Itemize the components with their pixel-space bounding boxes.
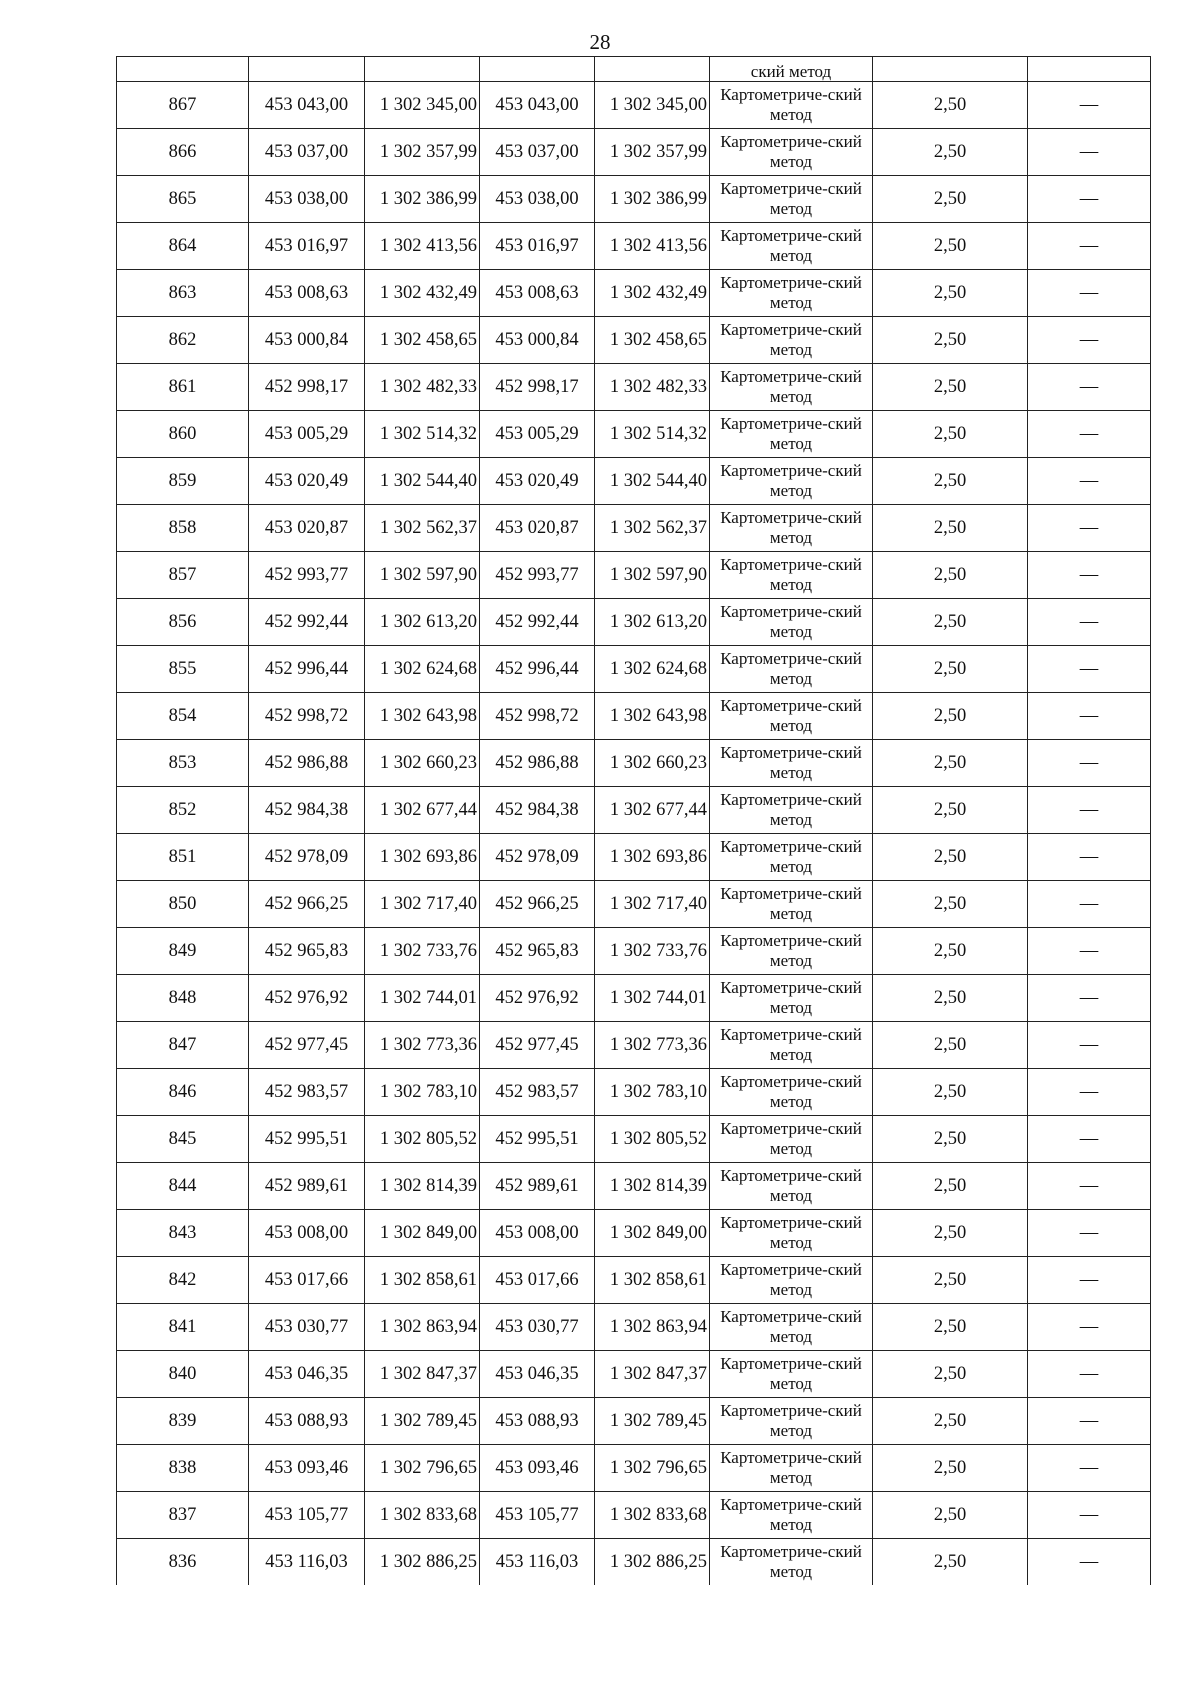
y-coordinate-cell: 1 302 660,23 bbox=[595, 740, 710, 787]
y-coordinate-cell: 1 302 717,40 bbox=[595, 881, 710, 928]
method-cell: Картометриче-ский метод bbox=[710, 223, 873, 270]
point-cell: 859 bbox=[117, 458, 249, 505]
y-coordinate-cell: 1 302 357,99 bbox=[365, 129, 480, 176]
x-coordinate-cell: 452 978,09 bbox=[480, 834, 595, 881]
table-cell bbox=[873, 57, 1028, 82]
point-cell: 837 bbox=[117, 1492, 249, 1539]
y-coordinate-cell: 1 302 544,40 bbox=[595, 458, 710, 505]
point-cell: 860 bbox=[117, 411, 249, 458]
x-coordinate-cell: 452 998,17 bbox=[480, 364, 595, 411]
y-coordinate-cell: 1 302 514,32 bbox=[365, 411, 480, 458]
method-cell: Картометриче-ский метод bbox=[710, 270, 873, 317]
x-coordinate-cell: 452 986,88 bbox=[249, 740, 365, 787]
y-coordinate-cell: 1 302 345,00 bbox=[365, 82, 480, 129]
accuracy-cell: 2,50 bbox=[873, 1398, 1028, 1445]
y-coordinate-cell: 1 302 783,10 bbox=[595, 1069, 710, 1116]
accuracy-cell: 2,50 bbox=[873, 505, 1028, 552]
x-coordinate-cell: 453 037,00 bbox=[249, 129, 365, 176]
y-coordinate-cell: 1 302 613,20 bbox=[595, 599, 710, 646]
x-coordinate-cell: 452 984,38 bbox=[480, 787, 595, 834]
accuracy-cell: 2,50 bbox=[873, 1163, 1028, 1210]
table-row bbox=[117, 1257, 1151, 1304]
x-coordinate-cell: 452 992,44 bbox=[480, 599, 595, 646]
x-coordinate-cell: 453 093,46 bbox=[480, 1445, 595, 1492]
accuracy-cell: 2,50 bbox=[873, 82, 1028, 129]
x-coordinate-cell: 453 116,03 bbox=[249, 1539, 365, 1586]
y-coordinate-cell: 1 302 858,61 bbox=[595, 1257, 710, 1304]
accuracy-cell: 2,50 bbox=[873, 1069, 1028, 1116]
method-cell: Картометриче-ский метод bbox=[710, 1398, 873, 1445]
note-cell: — bbox=[1028, 82, 1151, 129]
note-cell: — bbox=[1028, 646, 1151, 693]
x-coordinate-cell: 452 976,92 bbox=[249, 975, 365, 1022]
x-coordinate-cell: 453 000,84 bbox=[249, 317, 365, 364]
point-cell: 848 bbox=[117, 975, 249, 1022]
accuracy-cell: 2,50 bbox=[873, 1116, 1028, 1163]
note-cell: — bbox=[1028, 834, 1151, 881]
y-coordinate-cell: 1 302 849,00 bbox=[595, 1210, 710, 1257]
x-coordinate-cell: 453 008,00 bbox=[480, 1210, 595, 1257]
accuracy-cell: 2,50 bbox=[873, 975, 1028, 1022]
method-cell: Картометриче-ский метод bbox=[710, 364, 873, 411]
y-coordinate-cell: 1 302 863,94 bbox=[365, 1304, 480, 1351]
page-number: 28 bbox=[589, 30, 611, 54]
x-coordinate-cell: 453 038,00 bbox=[249, 176, 365, 223]
table-row bbox=[117, 1116, 1151, 1163]
x-coordinate-cell: 453 046,35 bbox=[249, 1351, 365, 1398]
x-coordinate-cell: 453 020,49 bbox=[480, 458, 595, 505]
y-coordinate-cell: 1 302 863,94 bbox=[595, 1304, 710, 1351]
note-cell: — bbox=[1028, 1492, 1151, 1539]
x-coordinate-cell: 453 020,87 bbox=[480, 505, 595, 552]
note-cell: — bbox=[1028, 552, 1151, 599]
x-coordinate-cell: 452 989,61 bbox=[480, 1163, 595, 1210]
note-cell: — bbox=[1028, 1163, 1151, 1210]
table-row bbox=[117, 1022, 1151, 1069]
point-cell: 838 bbox=[117, 1445, 249, 1492]
y-coordinate-cell: 1 302 562,37 bbox=[595, 505, 710, 552]
accuracy-cell: 2,50 bbox=[873, 1022, 1028, 1069]
y-coordinate-cell: 1 302 773,36 bbox=[595, 1022, 710, 1069]
method-cell: Картометриче-ский метод bbox=[710, 1022, 873, 1069]
y-coordinate-cell: 1 302 789,45 bbox=[365, 1398, 480, 1445]
note-cell: — bbox=[1028, 1257, 1151, 1304]
x-coordinate-cell: 452 984,38 bbox=[249, 787, 365, 834]
x-coordinate-cell: 452 977,45 bbox=[249, 1022, 365, 1069]
x-coordinate-cell: 453 088,93 bbox=[480, 1398, 595, 1445]
table-cell bbox=[1028, 57, 1151, 82]
y-coordinate-cell: 1 302 458,65 bbox=[595, 317, 710, 364]
table-row bbox=[117, 1539, 1151, 1586]
table-row bbox=[117, 1492, 1151, 1539]
point-cell: 867 bbox=[117, 82, 249, 129]
method-cell: Картометриче-ский метод bbox=[710, 599, 873, 646]
note-cell: — bbox=[1028, 975, 1151, 1022]
method-cell: Картометриче-ский метод bbox=[710, 1210, 873, 1257]
y-coordinate-cell: 1 302 643,98 bbox=[365, 693, 480, 740]
point-cell: 847 bbox=[117, 1022, 249, 1069]
x-coordinate-cell: 452 998,72 bbox=[249, 693, 365, 740]
method-cell: Картометриче-ский метод bbox=[710, 787, 873, 834]
method-cell: Картометриче-ский метод bbox=[710, 1304, 873, 1351]
x-coordinate-cell: 452 965,83 bbox=[480, 928, 595, 975]
y-coordinate-cell: 1 302 717,40 bbox=[365, 881, 480, 928]
accuracy-cell: 2,50 bbox=[873, 1304, 1028, 1351]
y-coordinate-cell: 1 302 814,39 bbox=[365, 1163, 480, 1210]
y-coordinate-cell: 1 302 733,76 bbox=[595, 928, 710, 975]
note-cell: — bbox=[1028, 411, 1151, 458]
accuracy-cell: 2,50 bbox=[873, 646, 1028, 693]
y-coordinate-cell: 1 302 733,76 bbox=[365, 928, 480, 975]
method-cell: Картометриче-ский метод bbox=[710, 176, 873, 223]
x-coordinate-cell: 453 105,77 bbox=[249, 1492, 365, 1539]
accuracy-cell: 2,50 bbox=[873, 881, 1028, 928]
x-coordinate-cell: 452 998,72 bbox=[480, 693, 595, 740]
x-coordinate-cell: 453 016,97 bbox=[249, 223, 365, 270]
x-coordinate-cell: 453 000,84 bbox=[480, 317, 595, 364]
method-cell: Картометриче-ский метод bbox=[710, 740, 873, 787]
y-coordinate-cell: 1 302 773,36 bbox=[365, 1022, 480, 1069]
y-coordinate-cell: 1 302 783,10 bbox=[365, 1069, 480, 1116]
table-row bbox=[117, 646, 1151, 693]
x-coordinate-cell: 453 046,35 bbox=[480, 1351, 595, 1398]
point-cell: 866 bbox=[117, 129, 249, 176]
method-cell: Картометриче-ский метод bbox=[710, 505, 873, 552]
table-row bbox=[117, 1398, 1151, 1445]
point-cell: 863 bbox=[117, 270, 249, 317]
x-coordinate-cell: 453 016,97 bbox=[480, 223, 595, 270]
x-coordinate-cell: 453 043,00 bbox=[480, 82, 595, 129]
x-coordinate-cell: 452 996,44 bbox=[249, 646, 365, 693]
x-coordinate-cell: 453 008,00 bbox=[249, 1210, 365, 1257]
y-coordinate-cell: 1 302 482,33 bbox=[365, 364, 480, 411]
table-row bbox=[117, 1445, 1151, 1492]
y-coordinate-cell: 1 302 849,00 bbox=[365, 1210, 480, 1257]
y-coordinate-cell: 1 302 805,52 bbox=[595, 1116, 710, 1163]
note-cell: — bbox=[1028, 270, 1151, 317]
y-coordinate-cell: 1 302 624,68 bbox=[595, 646, 710, 693]
point-cell: 840 bbox=[117, 1351, 249, 1398]
y-coordinate-cell: 1 302 386,99 bbox=[365, 176, 480, 223]
note-cell: — bbox=[1028, 129, 1151, 176]
table-cell bbox=[480, 57, 595, 82]
y-coordinate-cell: 1 302 833,68 bbox=[365, 1492, 480, 1539]
point-cell: 854 bbox=[117, 693, 249, 740]
table-row bbox=[117, 411, 1151, 458]
y-coordinate-cell: 1 302 432,49 bbox=[595, 270, 710, 317]
y-coordinate-cell: 1 302 847,37 bbox=[595, 1351, 710, 1398]
y-coordinate-cell: 1 302 847,37 bbox=[365, 1351, 480, 1398]
note-cell: — bbox=[1028, 928, 1151, 975]
point-cell: 851 bbox=[117, 834, 249, 881]
x-coordinate-cell: 453 017,66 bbox=[480, 1257, 595, 1304]
x-coordinate-cell: 452 986,88 bbox=[480, 740, 595, 787]
note-cell: — bbox=[1028, 1022, 1151, 1069]
x-coordinate-cell: 452 998,17 bbox=[249, 364, 365, 411]
y-coordinate-cell: 1 302 677,44 bbox=[595, 787, 710, 834]
point-cell: 861 bbox=[117, 364, 249, 411]
point-cell: 836 bbox=[117, 1539, 249, 1586]
method-cell: Картометриче-ский метод bbox=[710, 1069, 873, 1116]
point-cell: 850 bbox=[117, 881, 249, 928]
method-cell: Картометриче-ский метод bbox=[710, 1257, 873, 1304]
note-cell: — bbox=[1028, 599, 1151, 646]
method-cell: Картометриче-ский метод bbox=[710, 646, 873, 693]
table-row bbox=[117, 599, 1151, 646]
x-coordinate-cell: 453 020,87 bbox=[249, 505, 365, 552]
accuracy-cell: 2,50 bbox=[873, 928, 1028, 975]
table-cell bbox=[595, 57, 710, 82]
y-coordinate-cell: 1 302 805,52 bbox=[365, 1116, 480, 1163]
y-coordinate-cell: 1 302 357,99 bbox=[595, 129, 710, 176]
y-coordinate-cell: 1 302 432,49 bbox=[365, 270, 480, 317]
accuracy-cell: 2,50 bbox=[873, 1351, 1028, 1398]
y-coordinate-cell: 1 302 458,65 bbox=[365, 317, 480, 364]
point-cell: 858 bbox=[117, 505, 249, 552]
table-row bbox=[117, 693, 1151, 740]
y-coordinate-cell: 1 302 796,65 bbox=[595, 1445, 710, 1492]
table-row bbox=[117, 975, 1151, 1022]
accuracy-cell: 2,50 bbox=[873, 1539, 1028, 1586]
method-cell: Картометриче-ский метод bbox=[710, 928, 873, 975]
method-cell: Картометриче-ский метод bbox=[710, 317, 873, 364]
table-row bbox=[117, 176, 1151, 223]
accuracy-cell: 2,50 bbox=[873, 270, 1028, 317]
y-coordinate-cell: 1 302 833,68 bbox=[595, 1492, 710, 1539]
y-coordinate-cell: 1 302 814,39 bbox=[595, 1163, 710, 1210]
point-cell: 839 bbox=[117, 1398, 249, 1445]
table-row bbox=[117, 834, 1151, 881]
y-coordinate-cell: 1 302 886,25 bbox=[365, 1539, 480, 1586]
x-coordinate-cell: 452 995,51 bbox=[480, 1116, 595, 1163]
y-coordinate-cell: 1 302 413,56 bbox=[595, 223, 710, 270]
table-row bbox=[117, 1069, 1151, 1116]
y-coordinate-cell: 1 302 386,99 bbox=[595, 176, 710, 223]
point-cell: 845 bbox=[117, 1116, 249, 1163]
table-cell bbox=[117, 57, 249, 82]
note-cell: — bbox=[1028, 1304, 1151, 1351]
table-row bbox=[117, 129, 1151, 176]
y-coordinate-cell: 1 302 597,90 bbox=[365, 552, 480, 599]
x-coordinate-cell: 452 996,44 bbox=[480, 646, 595, 693]
accuracy-cell: 2,50 bbox=[873, 599, 1028, 646]
table-row bbox=[117, 82, 1151, 129]
point-cell: 857 bbox=[117, 552, 249, 599]
accuracy-cell: 2,50 bbox=[873, 317, 1028, 364]
y-coordinate-cell: 1 302 789,45 bbox=[595, 1398, 710, 1445]
y-coordinate-cell: 1 302 643,98 bbox=[595, 693, 710, 740]
table-row bbox=[117, 928, 1151, 975]
x-coordinate-cell: 453 008,63 bbox=[480, 270, 595, 317]
x-coordinate-cell: 453 020,49 bbox=[249, 458, 365, 505]
accuracy-cell: 2,50 bbox=[873, 740, 1028, 787]
x-coordinate-cell: 452 966,25 bbox=[480, 881, 595, 928]
method-cell: Картометриче-ский метод bbox=[710, 1116, 873, 1163]
x-coordinate-cell: 453 017,66 bbox=[249, 1257, 365, 1304]
x-coordinate-cell: 452 983,57 bbox=[480, 1069, 595, 1116]
method-cell: Картометриче-ский метод bbox=[710, 552, 873, 599]
table-row bbox=[117, 1304, 1151, 1351]
note-cell: — bbox=[1028, 317, 1151, 364]
note-cell: — bbox=[1028, 881, 1151, 928]
table-row bbox=[117, 270, 1151, 317]
table-row bbox=[117, 458, 1151, 505]
x-coordinate-cell: 452 965,83 bbox=[249, 928, 365, 975]
accuracy-cell: 2,50 bbox=[873, 693, 1028, 740]
table-row bbox=[117, 881, 1151, 928]
accuracy-cell: 2,50 bbox=[873, 1445, 1028, 1492]
note-cell: — bbox=[1028, 1445, 1151, 1492]
note-cell: — bbox=[1028, 1539, 1151, 1586]
x-coordinate-cell: 453 038,00 bbox=[480, 176, 595, 223]
method-cell: Картометриче-ский метод bbox=[710, 834, 873, 881]
note-cell: — bbox=[1028, 176, 1151, 223]
y-coordinate-cell: 1 302 744,01 bbox=[365, 975, 480, 1022]
y-coordinate-cell: 1 302 482,33 bbox=[595, 364, 710, 411]
coordinates-table bbox=[116, 56, 1151, 1585]
table-cell bbox=[249, 57, 365, 82]
table-row bbox=[117, 552, 1151, 599]
point-cell: 852 bbox=[117, 787, 249, 834]
point-cell: 865 bbox=[117, 176, 249, 223]
accuracy-cell: 2,50 bbox=[873, 223, 1028, 270]
x-coordinate-cell: 453 005,29 bbox=[249, 411, 365, 458]
x-coordinate-cell: 452 977,45 bbox=[480, 1022, 595, 1069]
method-cell: Картометриче-ский метод bbox=[710, 129, 873, 176]
x-coordinate-cell: 453 105,77 bbox=[480, 1492, 595, 1539]
note-cell: — bbox=[1028, 1398, 1151, 1445]
x-coordinate-cell: 453 030,77 bbox=[480, 1304, 595, 1351]
point-cell: 856 bbox=[117, 599, 249, 646]
y-coordinate-cell: 1 302 693,86 bbox=[595, 834, 710, 881]
y-coordinate-cell: 1 302 677,44 bbox=[365, 787, 480, 834]
accuracy-cell: 2,50 bbox=[873, 129, 1028, 176]
x-coordinate-cell: 453 030,77 bbox=[249, 1304, 365, 1351]
note-cell: — bbox=[1028, 1116, 1151, 1163]
note-cell: — bbox=[1028, 505, 1151, 552]
accuracy-cell: 2,50 bbox=[873, 1257, 1028, 1304]
note-cell: — bbox=[1028, 223, 1151, 270]
note-cell: — bbox=[1028, 693, 1151, 740]
x-coordinate-cell: 453 043,00 bbox=[249, 82, 365, 129]
x-coordinate-cell: 452 993,77 bbox=[480, 552, 595, 599]
method-cell: Картометриче-ский метод bbox=[710, 411, 873, 458]
method-cell: Картометриче-ский метод bbox=[710, 1351, 873, 1398]
method-cell: Картометриче-ский метод bbox=[710, 881, 873, 928]
x-coordinate-cell: 452 983,57 bbox=[249, 1069, 365, 1116]
y-coordinate-cell: 1 302 613,20 bbox=[365, 599, 480, 646]
method-cell: Картометриче-ский метод bbox=[710, 458, 873, 505]
note-cell: — bbox=[1028, 458, 1151, 505]
table-cell bbox=[365, 57, 480, 82]
y-coordinate-cell: 1 302 345,00 bbox=[595, 82, 710, 129]
point-cell: 855 bbox=[117, 646, 249, 693]
note-cell: — bbox=[1028, 1069, 1151, 1116]
x-coordinate-cell: 452 995,51 bbox=[249, 1116, 365, 1163]
method-cell: Картометриче-ский метод bbox=[710, 1539, 873, 1586]
point-cell: 864 bbox=[117, 223, 249, 270]
method-cell: Картометриче-ский метод bbox=[710, 1492, 873, 1539]
method-cell: Картометриче-ский метод bbox=[710, 1163, 873, 1210]
x-coordinate-cell: 452 992,44 bbox=[249, 599, 365, 646]
note-cell: — bbox=[1028, 1351, 1151, 1398]
y-coordinate-cell: 1 302 858,61 bbox=[365, 1257, 480, 1304]
x-coordinate-cell: 453 037,00 bbox=[480, 129, 595, 176]
method-cell: Картометриче-ский метод bbox=[710, 1445, 873, 1492]
accuracy-cell: 2,50 bbox=[873, 411, 1028, 458]
x-coordinate-cell: 452 989,61 bbox=[249, 1163, 365, 1210]
point-cell: 862 bbox=[117, 317, 249, 364]
point-cell: 843 bbox=[117, 1210, 249, 1257]
table-row bbox=[117, 1210, 1151, 1257]
table-row bbox=[117, 1163, 1151, 1210]
accuracy-cell: 2,50 bbox=[873, 364, 1028, 411]
accuracy-cell: 2,50 bbox=[873, 1210, 1028, 1257]
y-coordinate-cell: 1 302 597,90 bbox=[595, 552, 710, 599]
y-coordinate-cell: 1 302 796,65 bbox=[365, 1445, 480, 1492]
table-row bbox=[117, 223, 1151, 270]
accuracy-cell: 2,50 bbox=[873, 787, 1028, 834]
y-coordinate-cell: 1 302 886,25 bbox=[595, 1539, 710, 1586]
y-coordinate-cell: 1 302 660,23 bbox=[365, 740, 480, 787]
x-coordinate-cell: 453 116,03 bbox=[480, 1539, 595, 1586]
method-cell: Картометриче-ский метод bbox=[710, 82, 873, 129]
point-cell: 849 bbox=[117, 928, 249, 975]
method-cell: Картометриче-ский метод bbox=[710, 693, 873, 740]
table-row bbox=[117, 740, 1151, 787]
table-row bbox=[117, 505, 1151, 552]
x-coordinate-cell: 453 008,63 bbox=[249, 270, 365, 317]
x-coordinate-cell: 452 978,09 bbox=[249, 834, 365, 881]
x-coordinate-cell: 452 966,25 bbox=[249, 881, 365, 928]
accuracy-cell: 2,50 bbox=[873, 458, 1028, 505]
note-cell: — bbox=[1028, 364, 1151, 411]
point-cell: 846 bbox=[117, 1069, 249, 1116]
x-coordinate-cell: 453 088,93 bbox=[249, 1398, 365, 1445]
y-coordinate-cell: 1 302 413,56 bbox=[365, 223, 480, 270]
y-coordinate-cell: 1 302 562,37 bbox=[365, 505, 480, 552]
y-coordinate-cell: 1 302 624,68 bbox=[365, 646, 480, 693]
table-row bbox=[117, 787, 1151, 834]
x-coordinate-cell: 453 005,29 bbox=[480, 411, 595, 458]
accuracy-cell: 2,50 bbox=[873, 1492, 1028, 1539]
x-coordinate-cell: 452 993,77 bbox=[249, 552, 365, 599]
accuracy-cell: 2,50 bbox=[873, 176, 1028, 223]
accuracy-cell: 2,50 bbox=[873, 834, 1028, 881]
x-coordinate-cell: 453 093,46 bbox=[249, 1445, 365, 1492]
note-cell: — bbox=[1028, 740, 1151, 787]
accuracy-cell: 2,50 bbox=[873, 552, 1028, 599]
y-coordinate-cell: 1 302 693,86 bbox=[365, 834, 480, 881]
y-coordinate-cell: 1 302 744,01 bbox=[595, 975, 710, 1022]
point-cell: 853 bbox=[117, 740, 249, 787]
note-cell: — bbox=[1028, 787, 1151, 834]
table-row bbox=[117, 1351, 1151, 1398]
continued-row bbox=[117, 57, 1151, 82]
point-cell: 844 bbox=[117, 1163, 249, 1210]
table-row bbox=[117, 317, 1151, 364]
note-cell: — bbox=[1028, 1210, 1151, 1257]
point-cell: 841 bbox=[117, 1304, 249, 1351]
y-coordinate-cell: 1 302 514,32 bbox=[595, 411, 710, 458]
table-row bbox=[117, 364, 1151, 411]
method-cell: Картометриче-ский метод bbox=[710, 975, 873, 1022]
method-cell: ский метод bbox=[710, 57, 873, 82]
point-cell: 842 bbox=[117, 1257, 249, 1304]
y-coordinate-cell: 1 302 544,40 bbox=[365, 458, 480, 505]
x-coordinate-cell: 452 976,92 bbox=[480, 975, 595, 1022]
